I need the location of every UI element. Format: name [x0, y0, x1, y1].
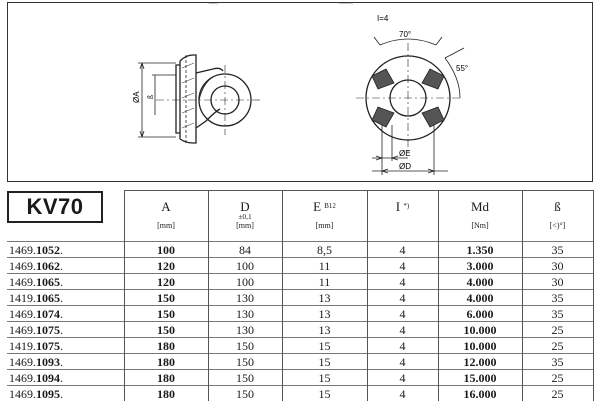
part-number-dot: .: [60, 322, 63, 337]
cell-a: 120: [124, 274, 208, 290]
cell-d: 130: [208, 290, 282, 306]
cell-beta: 30: [522, 274, 593, 290]
cell-d: 130: [208, 306, 282, 322]
cell-beta: 35: [522, 242, 593, 258]
cell-part-number: [7, 322, 124, 338]
part-number-prefix: 1469.: [9, 306, 36, 321]
cell-e: 8,5: [282, 242, 367, 258]
cell-d: 84: [208, 242, 282, 258]
col-e-symbol: E: [313, 199, 322, 214]
cell-a: 180: [124, 354, 208, 370]
cell-i: 4: [367, 322, 438, 338]
cell-i: 4: [367, 354, 438, 370]
cell-md: 3.000: [438, 258, 522, 274]
table-row: [7, 386, 593, 402]
col-header-md: [438, 191, 522, 242]
cell-i: 4: [367, 274, 438, 290]
model-label: KV70: [7, 191, 103, 223]
cell-a: 150: [124, 306, 208, 322]
col-a-unit: [mm]: [157, 221, 175, 230]
part-number-dot: .: [60, 354, 63, 369]
table-row: [7, 258, 593, 274]
cell-beta: 35: [522, 354, 593, 370]
cell-e: 15: [282, 354, 367, 370]
cell-e: 13: [282, 322, 367, 338]
part-number-suffix: 1093: [36, 354, 60, 369]
part-number-prefix: 1469.: [9, 370, 36, 385]
cell-i: 4: [367, 258, 438, 274]
drawing-panel: [7, 2, 593, 182]
table-row: [7, 242, 593, 258]
col-beta-unit: [<)°]: [549, 221, 566, 230]
col-d-tolerance: ±0,1: [238, 212, 252, 221]
dimension-d-label: ØD: [399, 162, 411, 171]
part-number-dot: .: [60, 370, 63, 385]
table-row: [7, 322, 593, 338]
cell-a: 180: [124, 386, 208, 402]
cell-i: 4: [367, 370, 438, 386]
cell-i: 4: [367, 306, 438, 322]
part-number-suffix: 1075: [36, 322, 60, 337]
col-md-unit: [Nm]: [471, 221, 489, 230]
part-number-prefix: 1469.: [9, 258, 36, 273]
cell-beta: 25: [522, 370, 593, 386]
cell-beta: 25: [522, 338, 593, 354]
cell-a: 180: [124, 338, 208, 354]
cell-beta: 35: [522, 290, 593, 306]
technical-drawing: [8, 3, 593, 182]
col-header-a: [124, 191, 208, 242]
table-row: [7, 306, 593, 322]
col-header-d: [208, 191, 282, 242]
cell-d: 150: [208, 370, 282, 386]
part-number-prefix: 1469.: [9, 242, 36, 257]
part-number-dot: .: [60, 306, 63, 321]
cell-i: 4: [367, 386, 438, 402]
cell-beta: 25: [522, 386, 593, 402]
part-number-prefix: 1419.: [9, 338, 36, 353]
cell-part-number: [7, 242, 124, 258]
cell-part-number: [7, 370, 124, 386]
part-number-suffix: 1074: [36, 306, 60, 321]
cell-a: 180: [124, 370, 208, 386]
cell-beta: 30: [522, 258, 593, 274]
col-i-sup: *): [403, 202, 410, 210]
table-header-row: [7, 191, 593, 242]
cell-md: 10.000: [438, 338, 522, 354]
angle-70-label: 70°: [399, 30, 412, 39]
dimension-a-label: ØA: [132, 91, 141, 103]
cell-md: 4.000: [438, 274, 522, 290]
cell-md: 15.000: [438, 370, 522, 386]
cell-a: 150: [124, 290, 208, 306]
cross-front-view: [356, 37, 464, 153]
col-header-beta: [522, 191, 593, 242]
cell-e: 11: [282, 258, 367, 274]
cell-part-number: [7, 386, 124, 402]
cell-md: 12.000: [438, 354, 522, 370]
dimension-e-label: ØE: [399, 149, 411, 158]
cell-d: 130: [208, 322, 282, 338]
part-number-dot: .: [60, 386, 63, 401]
cell-part-number: [7, 258, 124, 274]
col-a-symbol: A: [161, 199, 171, 214]
part-number-prefix: 1469.: [9, 274, 36, 289]
i-label: I=4: [377, 14, 389, 23]
col-header-i: [367, 191, 438, 242]
part-number-dot: .: [60, 242, 63, 257]
col-beta-symbol: ß: [554, 199, 561, 214]
cell-e: 13: [282, 290, 367, 306]
table-row: [7, 354, 593, 370]
cell-part-number: [7, 354, 124, 370]
cell-i: 4: [367, 338, 438, 354]
part-number-prefix: 1469.: [9, 386, 36, 401]
part-number-dot: .: [60, 274, 63, 289]
part-number-dot: .: [60, 290, 63, 305]
cell-md: 4.000: [438, 290, 522, 306]
cell-d: 150: [208, 338, 282, 354]
col-i-symbol: I: [395, 199, 401, 214]
cell-part-number: [7, 338, 124, 354]
part-number-suffix: 1095: [36, 386, 60, 401]
part-number-suffix: 1094: [36, 370, 60, 385]
part-number-prefix: 1469.: [9, 354, 36, 369]
cell-md: 1.350: [438, 242, 522, 258]
cell-i: 4: [367, 242, 438, 258]
cell-e: 13: [282, 306, 367, 322]
part-number-dot: .: [60, 338, 63, 353]
cell-d: 100: [208, 274, 282, 290]
cell-d: 150: [208, 386, 282, 402]
part-number-suffix: 1065: [36, 274, 60, 289]
col-d-symbol: D: [240, 199, 250, 214]
col-d-unit: [mm]: [236, 221, 254, 230]
yoke-side-view: [156, 55, 263, 143]
part-number-prefix: 1419.: [9, 290, 36, 305]
part-number-dot: .: [60, 258, 63, 273]
cell-part-number: [7, 290, 124, 306]
model-cell: [7, 191, 124, 242]
table-body: [7, 242, 593, 402]
cell-e: 15: [282, 338, 367, 354]
cell-beta: 35: [522, 306, 593, 322]
cell-beta: 25: [522, 322, 593, 338]
col-header-e: [282, 191, 367, 242]
cell-e: 15: [282, 386, 367, 402]
beta-label: ß: [146, 95, 155, 99]
cell-d: 150: [208, 354, 282, 370]
cell-i: 4: [367, 290, 438, 306]
col-md-symbol: Md: [470, 199, 490, 214]
table-row: [7, 370, 593, 386]
table-row: [7, 338, 593, 354]
col-e-sup: B12: [324, 202, 336, 210]
table-row: [7, 274, 593, 290]
part-number-prefix: 1469.: [9, 322, 36, 337]
scan-marks: [208, 3, 353, 4]
cell-e: 11: [282, 274, 367, 290]
table-row: [7, 290, 593, 306]
spec-table: [7, 190, 594, 401]
part-number-suffix: 1065: [36, 290, 60, 305]
part-number-suffix: 1075: [36, 338, 60, 353]
angle-55-label: 55°: [456, 64, 469, 73]
cell-d: 100: [208, 258, 282, 274]
cell-md: 6.000: [438, 306, 522, 322]
cell-a: 100: [124, 242, 208, 258]
cell-md: 16.000: [438, 386, 522, 402]
cell-part-number: [7, 306, 124, 322]
cell-e: 15: [282, 370, 367, 386]
col-e-unit: [mm]: [315, 221, 334, 230]
part-number-suffix: 1062: [36, 258, 60, 273]
part-number-suffix: 1052: [36, 242, 60, 257]
cell-a: 120: [124, 258, 208, 274]
cell-part-number: [7, 274, 124, 290]
cell-a: 150: [124, 322, 208, 338]
cell-md: 10.000: [438, 322, 522, 338]
